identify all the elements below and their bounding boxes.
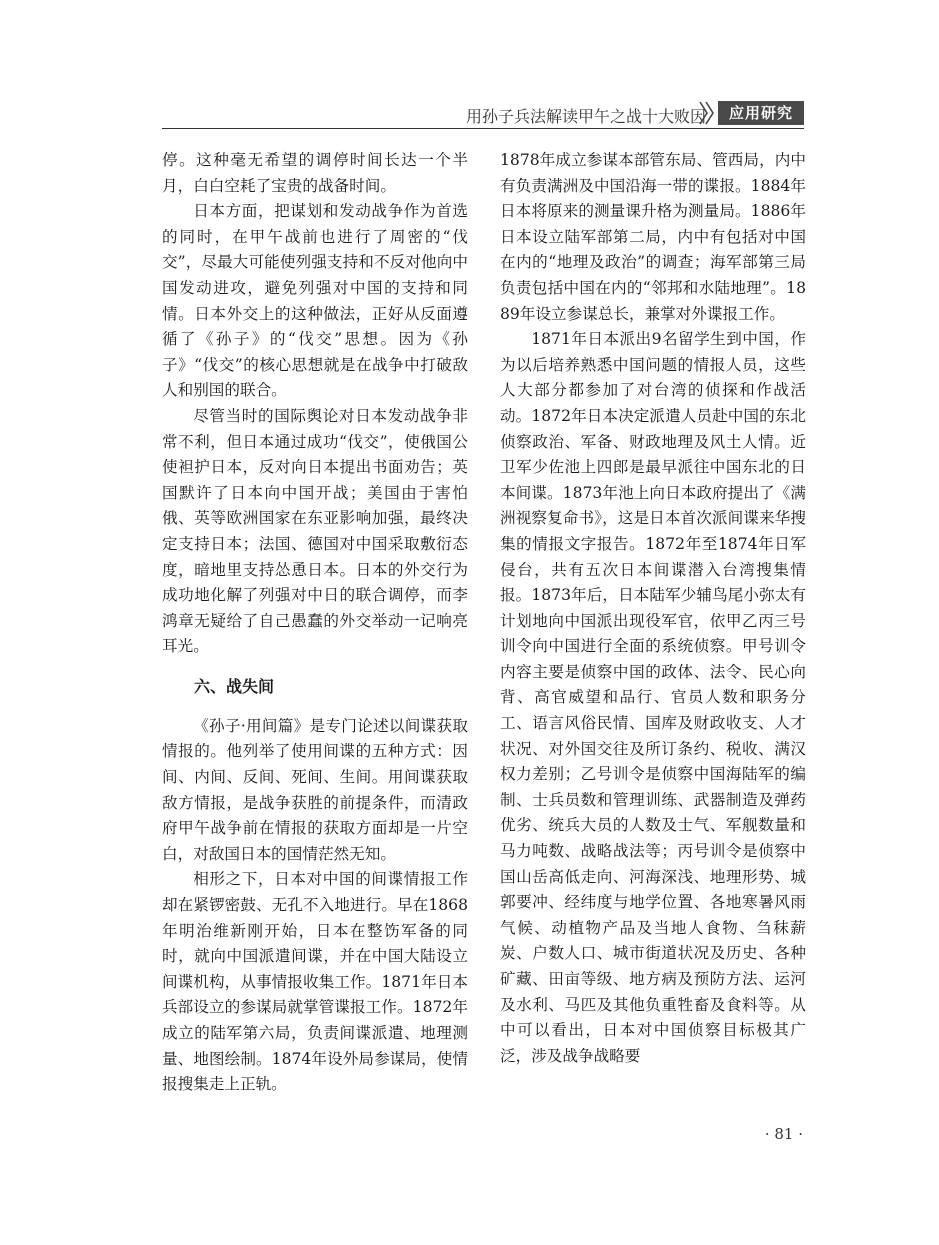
section-heading: 六、战失间 (194, 676, 275, 696)
running-header (162, 100, 804, 128)
left-column (162, 148, 468, 1098)
right-column (500, 148, 806, 1069)
page-number: · 81 · (764, 1125, 803, 1143)
running-header-title: 用孙子兵法解读甲午之战十大败因 (465, 107, 706, 126)
paragraph: 《孙子·用间篇》是专门论述以间谍获取情报的。他列举了使用间谍的五种方式：因间、内间、反间、死间、生间。用间谍获取敌方情报，是战争获胜的前提条件，而清政府甲午战争前在情报的获取方面却是一片空白，对敌国日本的国情茫然无知。 (162, 716, 468, 863)
header-divider (162, 128, 804, 129)
paragraph: 尽管当时的国际舆论对日本发动战争非常不利，但日本通过成功“伐交”，使俄国公使袒护日本，反对向日本提出书面劝告；英国默许了日本向中国开战；美国由于害怕俄、英等欧洲国家在东亚影响加强，最终决定支持日本；法国、德国对中国采取敷衍态度，暗地里支持怂恿日本。日本的外交行为成功地化解了列强对中日的联合调停，而李鸿章无疑给了自己愚蠢的外交举动一记响亮耳光。 (162, 406, 468, 656)
paragraph: 日本方面，把谋划和发动战争作为首选的同时，在甲午战前也进行了周密的“伐交”，尽最大可能使列强支持和不反对他向中国发动进攻，避免列强对中国的支持和同情。日本外交上的这种做法，正好从反面遵循了《孙子》的“伐交”思想。因为《孙子》“伐交”的核心思想就是在战争中打破敌人和别国的联合。 (162, 202, 468, 400)
chevron-right-icon (698, 100, 716, 126)
section-tag: 应用研究 (718, 101, 804, 125)
paragraph: 1871年日本派出9名留学生到中国，作为以后培养熟悉中国问题的情报人员，这些人大部分都参加了对台湾的侦探和作战活动。1872年日本决定派遣人员赴中国的东北侦察政治、军备、财政地理及风土人情。近卫军少佐池上四郎是最早派往中国东北的日本间谍。1873年池上向日本政府提出了《满洲视察复命书》，这是日本首次派间谍来华搜集的情报文字报告。1872年至1874年日军侵台，共有五次日本间谍潜入台湾搜集情报。1873年后，日本陆军少辅鸟尾小弥太有计划地向中国派出现役军官，依甲乙丙三号训令向中国进行全面的系统侦察。甲号训令内容主要是侦察中国的政体、法令、民心向背、高官威望和品行、官员人数和职务分工、语言风俗民情、国库及财政收支、人才状况、对外国交往及所订条约、税收、满汉权力差别；乙号训令是侦察中国海陆军的编制、士兵员数和管理训练、武器制造及弹药优劣、统兵大员的人数及士气、军舰数量和马力吨数、战略战法等；丙号训令是侦察中国山岳高低走向、河海深浅、地理形势、城郭要冲、经纬度与地学位置、各地寒暑风雨气候、动植物产品及当地人食物、刍秣薪炭、户数人口、城市街道状况及历史、各种矿藏、田亩等级、地方病及预防方法、运河及水利、马匹及其他负重牲畜及食料等。从中可以看出，日本对中国侦察目标极其广泛，涉及战争战略要 (500, 330, 806, 1065)
paragraph: 停。这种毫无希望的调停时间长达一个半月，白白空耗了宝贵的战备时间。 (162, 151, 468, 195)
paragraph: 1878年成立参谋本部管东局、管西局，内中有负责满洲及中国沿海一带的谍报。1884年日本将原来的测量课升格为测量局。1886年日本设立陆军部第二局，内中有包括对中国在内的“地理及政治”的调查；海军部第三局负责包括中国在内的“邻邦和水陆地理”。1889年设立参谋总长，兼掌对外谍报工作。 (500, 151, 806, 323)
paragraph: 相形之下，日本对中国的间谍情报工作却在紧锣密鼓、无孔不入地进行。早在1868年明治维新刚开始，日本在整饬军备的同时，就向中国派遣间谍，并在中国大陆设立间谍机构，从事情报收集工作。1871年日本兵部设立的参谋局就掌管谍报工作。1872年成立的陆军第六局，负责间谍派遣、地理测量、地图绘制。1874年设外局参谋局，使情报搜集走上正轨。 (162, 870, 468, 1094)
